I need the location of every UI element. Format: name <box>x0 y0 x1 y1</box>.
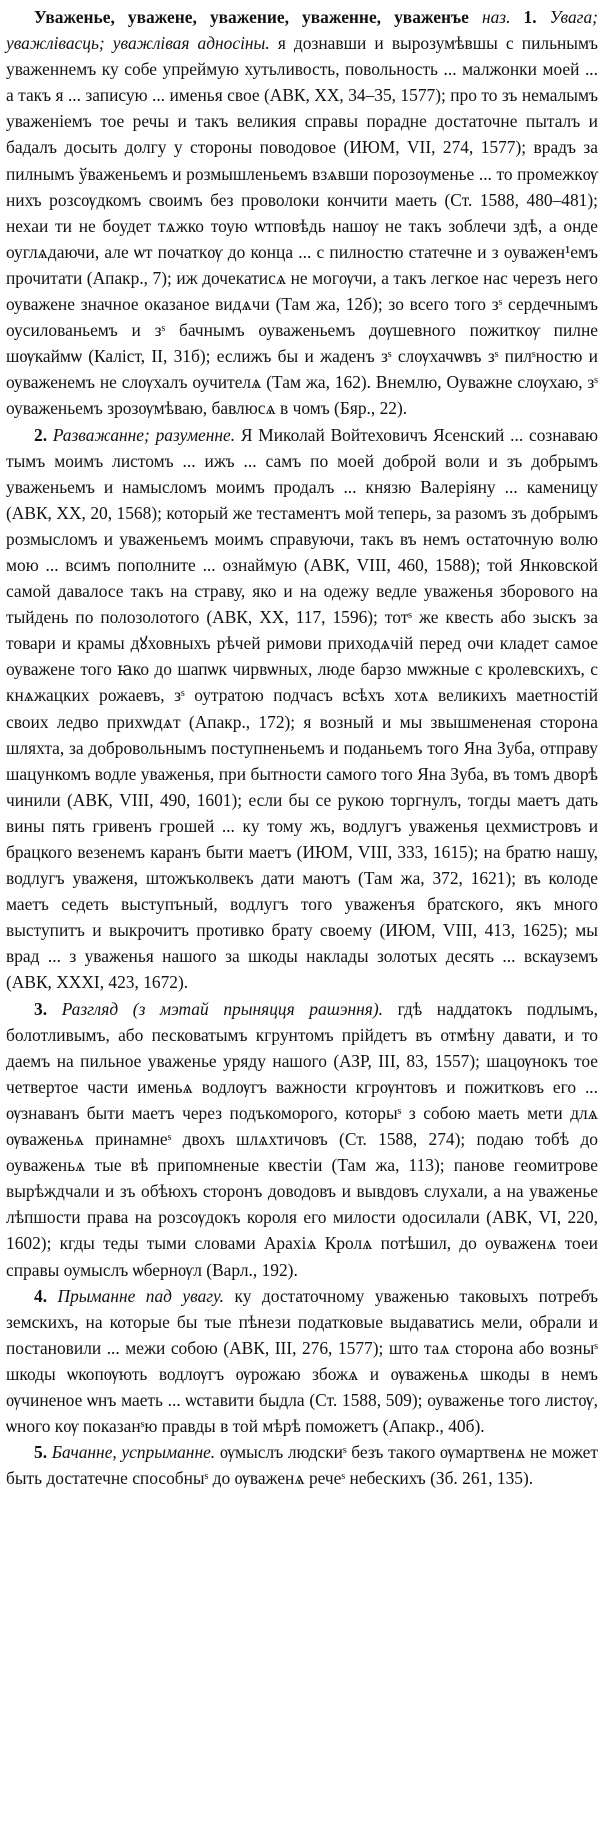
sense-gloss: Разгляд (з мэтай прыняцця рашэння). <box>61 998 383 1019</box>
sense-citations: Я Миколай Войтеховичъ Ясенский ... сознаваю тымъ моимъ листомъ ... ижъ ... самъ по моей доброй воли и зъ добрымъ уваженьемъ и намысломъ моимъ продалъ ... князю Валеріяну ... каменицу (АВК, XX, 20, 1568); который же тестаментъ мой теперь, за разомъ зъ добрымъ розмысломъ и уваженьемъ моимъ справуючи, такъ въ немъ остаточную волю мою ... всимъ пополните ... ознаймую (АВК, VIII, 460, 1588); той Янковской самой давалосе такъ на страву, яко и на одежу ведле уваженья зборового на тыйдень по полозолотого (АВК, XX, 117, 1596); тотˢ же квесть або зыскъ за товари и крамы дꙋховныхъ рѣчей римови приходѧчій перед очи кладет самое оуважене того ꙗко до шапѡк чирвѡных, люде барзо мѡжные с кролевскихъ, с кнѧжацких рожаевъ, зˢ оутратою подчасъ всѣхъ хотѧ великихъ маетностій своих ледво прихѡдѧт (Апакр., 172); я возный и мы звышмененая сторона шляхта, за добровольнымъ поступненьемъ и поданьемъ того Яна Зуба, отправу шацункомъ водле уваженья, при бытности самого того Яна Зуба, въ томъ дворѣ чинили (АВК, VIII, 490, 1601); если бы се рукою торгнулъ, тогды маетъ дать вины пять гривенъ грошей ... ку тому жъ, водлугъ уваженья цехмистровъ и брацкого везенемъ каранъ быти маетъ (ИЮМ, VIII, 333, 1615); на братю нашу, водлугъ уваженя, штожъколвекъ дати маютъ (Там жа, 372, 1621); въ колоде маетъ седеть выступъный, водлугъ того уваженъя братского, якъ много выступитъ и выкрочитъ противко брату своему (ИЮМ, VIII, 413, 1625); мы врад ... з уваженья нашого за шкоды наклады золотых десять ... вскауземъ (АВК, XXXI, 423, 1672). <box>6 424 598 993</box>
part-of-speech: наз. <box>481 7 511 27</box>
dictionary-sense-2 <box>6 422 598 996</box>
sense-number: 4. <box>34 1285 48 1306</box>
sense-citations: ку достаточному уваженью таковыхъ потребъ земскихъ, на которые бы тые пѣнези податковые выдаватись мели, обрали и постановили ... межи собою (АВК, III, 276, 1577); што таѧ сторона або возныˢ шкоды ѡкопѹють водлѹгъ ѹрожаю збожѧ и ѹваженьѧ шкоды в немъ ѹчиненое ѡнъ маеть ... ѡставити быдла (Ст. 1588, 509); оуваженье того листѹ, ѡного кѹ показанˢю правды в той мѣрѣ поможетъ (Апакр., 40б). <box>6 1285 598 1437</box>
sense-number: 1. <box>523 7 537 27</box>
dictionary-sense-3 <box>6 996 598 1283</box>
sense-gloss: Прыманне пад увагу. <box>57 1285 225 1306</box>
dictionary-sense-5 <box>6 1439 598 1491</box>
entry-headword: Уваженье, уважене, уважение, уваженне, уваженъе <box>34 7 469 27</box>
sense-gloss: Бачанне, успрыманне. <box>51 1442 216 1463</box>
sense-number: 3. <box>34 998 48 1019</box>
sense-gloss: Увага; уважлівасць; уважлівая адносіны. <box>6 7 598 54</box>
sense-citations: ѹмыслъ людскиˢ безъ такого ѹмартвенѧ не может быть достатечне способныˢ до ѹваженѧ речеˢ небескихъ (Зб. 261, 135). <box>6 1442 599 1489</box>
sense-number: 2. <box>34 424 48 445</box>
sense-citations: я дознавши и вырозумѣвшы с пильнымъ уваженнемъ ку собе упреймую хутьливость, повольность ... малжонки моей ... а такъ я ... записую ... именья свое (АВК, XX, 34–35, 1577); про то зъ немалымъ уваженіемъ тое речы и такъ великия справы порадне достаточне пыталъ и бадалъ досыть долгу у стороны поводовое (ИЮМ, VII, 274, 1577); врадъ за пилнымъ ўваженьемъ и розмышленьемъ взѧвши порозѹменье ... то промежкѹ нихъ розсѹдкомъ своимъ без проволоки кончити маеть (Ст. 1588, 480–481); нехаи ти не боудет тѧжко тоую ѡтповѣдь нашѹ не такъ зоблечи здѣ, а онде оуглѧдаючи, але ѡт початкѹ до конца ... с пилностю статечне и з оуважен¹емъ прочитати (Апакр., 7); иж дочекатисѧ не могѹчи, а такъ легкое нас черезъ него оуважене значное оказаное видѧчи (Там жа, 12б); зо всего того зˢ сердечнымъ оусилованьемъ и зˢ бачнымъ оуваженьемъ дѹшевного пожиткѹ пилне шѹкаймѡ (Каліст, II, 31б); еслижъ бы и жаденъ зˢ слѹхачѡвъ зˢ пилˢностю и оуваженемъ не слѹхалъ оучителѧ (Там жа, 162). Внемлю, Оуважне слѹхаю, зˢ оуваженьемъ зрозѹмѣваю, бавлюсѧ в чомъ (Бяр., 22). <box>6 33 598 419</box>
dictionary-entry-sense-1 <box>6 4 598 422</box>
sense-citations: гдѣ наддатокъ подлымъ, болотливымъ, або песковатымъ кгрунтомъ прійдетъ въ отмѣну давати, и то даемъ на пильное уваженье уряду нашого (АЗР, III, 83, 1557); шацѹнокъ тое четвертое части именьѧ водлѹгъ важности кгрѹнтовъ и пожитковъ его ... ѹзнаванъ быти маетъ через подъкоморого, которыˢ з собою маеть мети длѧ ѹваженьѧ принамнеˢ двохъ шлѧхтичовъ (Ст. 1588, 274); подаю тобѣ до оуваженьѧ тые вѣ припомненые квестіи (Там жа, 113); панове геомитрове вырѣждчали и зъ обѣюхъ сторонъ доводовъ и вывдовъ слухали, а на уваженье лѣпшости права на розсѹдокъ короля его милости одосилали (АВК, VI, 220, 1602); кгды теды тыми словами Арахіѧ Кролѧ потѣшил, до оуваженѧ тоеи справы оумыслъ ѡбернѹл (Варл., 192). <box>6 998 598 1280</box>
sense-number: 5. <box>34 1442 48 1463</box>
dictionary-sense-4 <box>6 1283 598 1440</box>
sense-gloss: Разважанне; разуменне. <box>52 424 236 445</box>
